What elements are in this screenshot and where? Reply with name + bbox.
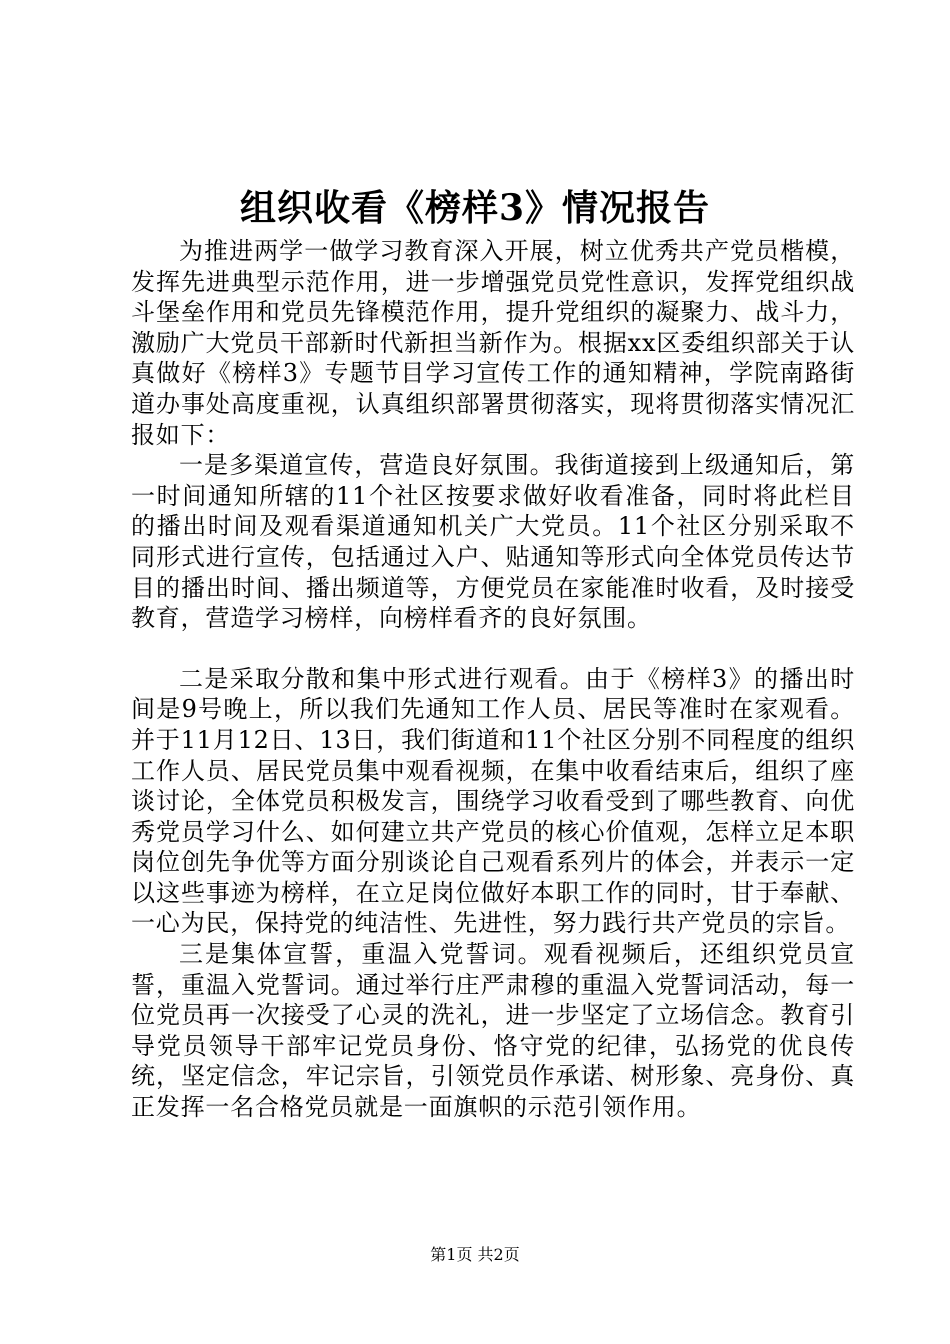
- page-number-footer: 第1页 共2页: [430, 1245, 520, 1264]
- paragraph-spacer: [131, 634, 855, 664]
- paragraph-intro: 为推进两学一做学习教育深入开展，树立优秀共产党员楷模，发挥先进典型示范作用，进一步增强党员党性意识，发挥党组织战斗堡垒作用和党员先锋模范作用，提升党组织的凝聚力、战斗力，激励广大党员干部新时代新担当新作为。根据xx区委组织部关于认真做好《榜样3》专题节目学习宣传工作的通知精神，学院南路街道办事处高度重视，认真组织部署贯彻落实，现将贯彻落实情况汇报如下：: [131, 237, 855, 449]
- paragraph-section-two: 二是采取分散和集中形式进行观看。由于《榜样3》的播出时间是9号晚上，所以我们先通知工作人员、居民等准时在家观看。并于11月12日、13日，我们街道和11个社区分别不同程度的组织工作人员、居民党员集中观看视频，在集中收看结束后，组织了座谈讨论，全体党员积极发言，围绕学习收看受到了哪些教育、向优秀党员学习什么、如何建立共产党员的核心价值观，怎样立足本职岗位创先争优等方面分别谈论自己观看系列片的体会，并表示一定以这些事迹为榜样，在立足岗位做好本职工作的同时，甘于奉献、一心为民，保持党的纯洁性、先进性，努力践行共产党员的宗旨。: [131, 664, 855, 938]
- paragraph-section-one: 一是多渠道宣传，营造良好氛围。我街道接到上级通知后，第一时间通知所辖的11个社区按要求做好收看准备，同时将此栏目的播出时间及观看渠道通知机关广大党员。11个社区分别采取不同形式进行宣传，包括通过入户、贴通知等形式向全体党员传达节目的播出时间、播出频道等，方便党员在家能准时收看，及时接受教育，营造学习榜样，向榜样看齐的良好氛围。: [131, 451, 855, 633]
- document-body: [131, 236, 855, 1123]
- paragraph-section-three: 三是集体宣誓，重温入党誓词。观看视频后，还组织党员宣誓，重温入党誓词。通过举行庄严肃穆的重温入党誓词活动，每一位党员再一次接受了心灵的洗礼，进一步坚定了立场信念。教育引导党员领导干部牢记党员身份、恪守党的纪律，弘扬党的优良传统，坚定信念，牢记宗旨，引领党员作承诺、树形象、亮身份、真正发挥一名合格党员就是一面旗帜的示范引领作用。: [131, 940, 855, 1122]
- document-title: 组织收看《榜样3》情况报告: [239, 187, 711, 229]
